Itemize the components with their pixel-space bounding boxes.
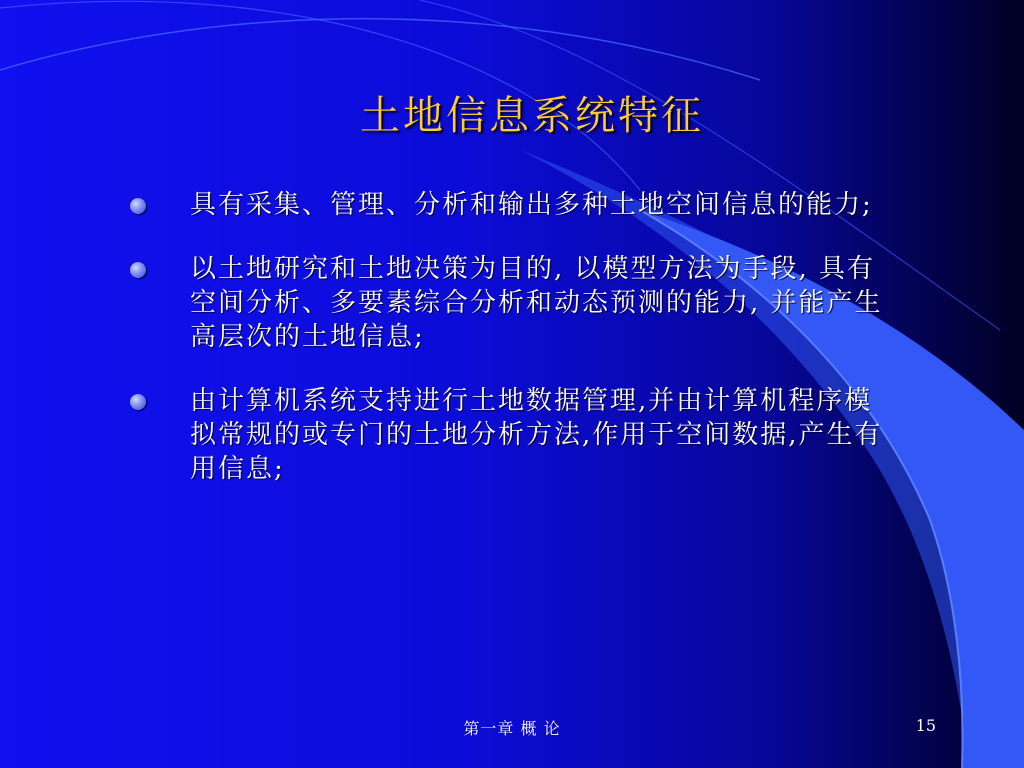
bullet-dot-icon <box>130 198 146 214</box>
bullet-dot-icon <box>130 262 146 278</box>
footer-chapter: 第一章 概 论 <box>463 719 561 738</box>
bullet-text: 由计算机系统支持进行土地数据管理,并由计算机程序模拟常规的或专门的土地分析方法,作用于空间数据,产生有用信息; <box>190 386 883 484</box>
bullet-item <box>190 188 890 222</box>
slide-title: 土地信息系统特征 <box>360 93 704 139</box>
footer-page-number: 15 <box>915 716 936 735</box>
bullet-dot-icon <box>130 394 146 410</box>
bullet-text: 以土地研究和土地决策为目的, 以模型方法为手段, 具有空间分析、多要素综合分析和动态预测的能力, 并能产生高层次的土地信息; <box>190 254 883 352</box>
swoosh-line-top <box>0 19 760 80</box>
bullet-list <box>190 188 890 516</box>
bullet-item <box>190 384 890 486</box>
bullet-item <box>190 252 890 354</box>
bullet-text: 具有采集、管理、分析和输出多种土地空间信息的能力; <box>190 190 873 220</box>
